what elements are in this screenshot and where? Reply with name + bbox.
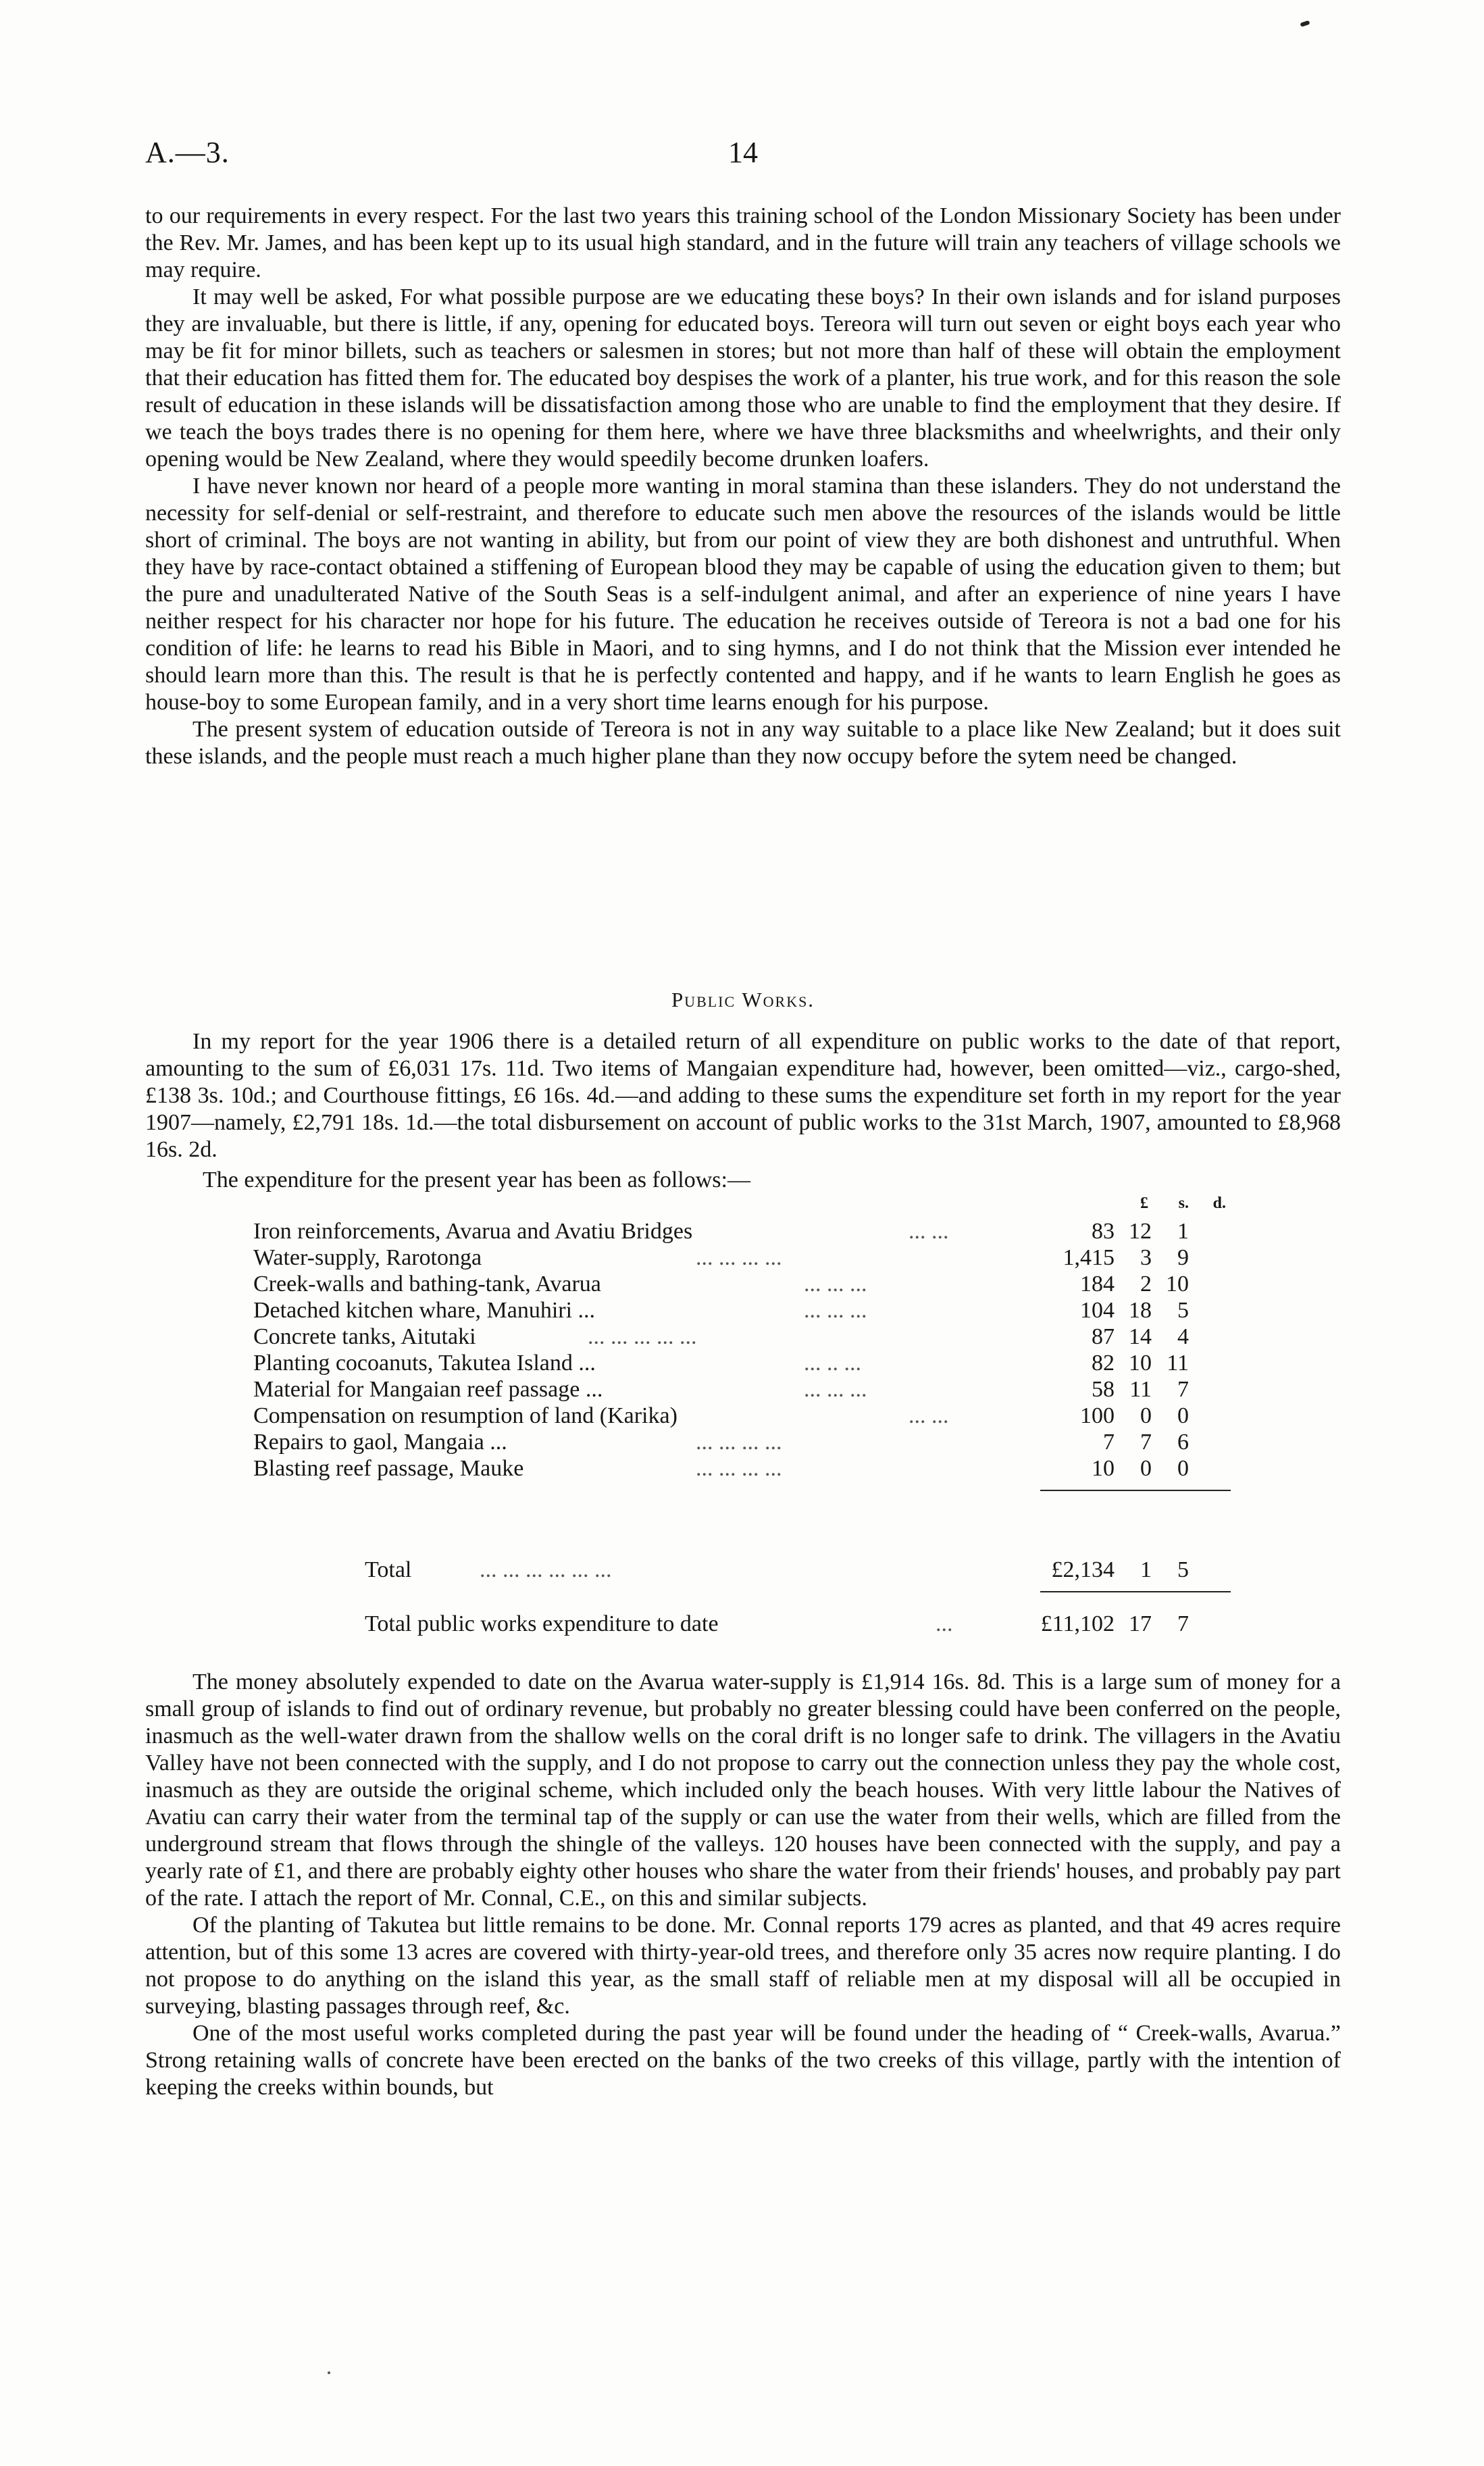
item-pence: 6 — [1177, 1430, 1189, 1455]
scan-mark — [1300, 20, 1310, 27]
total-label: Total — [365, 1557, 412, 1582]
table-row — [253, 1351, 1239, 1377]
total-row — [253, 1557, 1239, 1584]
intro-text — [145, 203, 1341, 770]
item-pence: 5 — [1177, 1298, 1189, 1323]
column-headers — [1040, 1194, 1229, 1216]
table-row — [253, 1324, 1239, 1351]
closing-text — [145, 1669, 1341, 2101]
scan-dot — [328, 2371, 330, 2374]
item-label: Water-supply, Rarotonga — [253, 1245, 482, 1270]
item-pounds: 7 — [1103, 1430, 1115, 1455]
leader-dots: ... ... ... — [804, 1298, 867, 1323]
table-row — [253, 1403, 1239, 1430]
paragraph: In my report for the year 1906 there is a detailed return of all expenditure on public works to the date of that report, amounting to the sum of £6,031 17s. 11d. Two items of Mangaian expenditure had, however, been omitted—viz., cargo-shed, £138 3s. 10d.; and Courthouse fittings, £6 16s. 4d.—and adding to these sums the expenditure set forth in my report for the year 1907—namely, £2,791 18s. 1d.—the total disbursement on account of public works to the 31st March, 1907, amounted to £8,968 16s. 2d. — [145, 1029, 1341, 1162]
table-row — [253, 1456, 1239, 1482]
table-row — [253, 1377, 1239, 1403]
leader-dots: ... — [936, 1611, 953, 1636]
leader-dots: ... ... ... ... — [696, 1456, 782, 1481]
item-pounds: 87 — [1092, 1324, 1115, 1349]
expenditure-table — [253, 1219, 1239, 1482]
total-shillings: 1 — [1140, 1557, 1152, 1582]
item-shillings: 3 — [1140, 1245, 1152, 1270]
table-row — [253, 1245, 1239, 1272]
item-label: Compensation on resumption of land (Karika) — [253, 1403, 677, 1428]
item-pence: 9 — [1177, 1245, 1189, 1270]
item-pence: 7 — [1177, 1377, 1189, 1402]
table-row — [253, 1272, 1239, 1298]
table-intro: The expenditure for the present year has been as follows:— — [203, 1167, 750, 1192]
table-row — [253, 1298, 1239, 1324]
item-pounds: 58 — [1092, 1377, 1115, 1402]
item-label: Creek-walls and bathing-tank, Avarua — [253, 1272, 601, 1297]
grand-total-shillings: 17 — [1129, 1611, 1152, 1636]
item-pounds: 100 — [1080, 1403, 1115, 1428]
item-pence: 11 — [1167, 1351, 1189, 1376]
total-pounds: £2,134 — [1051, 1557, 1115, 1582]
public-works-text — [145, 1028, 1341, 1163]
item-shillings: 11 — [1129, 1377, 1152, 1402]
leader-dots: ... ... — [909, 1219, 949, 1244]
page-header — [145, 135, 1341, 176]
item-pounds: 83 — [1092, 1219, 1115, 1244]
page-number: 14 — [728, 136, 758, 169]
paragraph: Of the planting of Takutea but little remains to be done. Mr. Connal reports 179 acres as planted, and that 49 acres require attention, but of this some 13 acres are covered with thirty-year-old trees, and therefore only 35 acres now require planting. I do not propose to do anything on the island this year, as the small staff of reliable men at my disposal will all be occupied in surveying, blasting passages through reef, &c. — [145, 1913, 1341, 2019]
grand-total-pence: 7 — [1177, 1611, 1189, 1636]
table-row — [253, 1219, 1239, 1245]
shillings-column-header: s. — [1178, 1194, 1189, 1212]
item-label: Detached kitchen whare, Manuhiri ... — [253, 1298, 596, 1323]
leader-dots: ... ... — [909, 1403, 949, 1428]
paragraph: The money absolutely expended to date on the Avarua water-supply is £1,914 16s. 8d. This is a large sum of money for a small group of islands to find out of ordinary revenue, but probably no greater blessing could have been conferred on the people, inasmuch as the well-water drawn from the shallow wells on the coral drift is no longer safe to drink. The villagers in the Avatiu Valley have not been connected with the supply, and I do not propose to carry out the connection unless they pay the whole cost, inasmuch as they are outside the original scheme, which included only the beach houses. With very little labour the Natives of Avatiu can carry their water from the terminal tap of the supply or can use the water from their wells, which are filled from the underground stream that flows through the shingle of the valleys. 120 houses have been connected with the supply, and pay a yearly rate of £1, and there are probably eighty other houses who share the water from their friends' houses, and probably pay part of the rate. I attach the report of Mr. Connal, C.E., on this and similar subjects. — [145, 1669, 1341, 1911]
item-label: Planting cocoanuts, Takutea Island ... — [253, 1351, 596, 1376]
item-shillings: 7 — [1140, 1430, 1152, 1455]
item-shillings: 12 — [1129, 1219, 1152, 1244]
report-reference: A.—3. — [145, 136, 230, 169]
grand-total-pounds: £11,102 — [1040, 1611, 1115, 1636]
item-pounds: 82 — [1092, 1351, 1115, 1376]
subtotal-rule — [1040, 1490, 1231, 1491]
item-pence: 0 — [1177, 1456, 1189, 1481]
paragraph: I have never known nor heard of a people more wanting in moral stamina than these islanders. They do not understand the necessity for self-denial or self-restraint, and therefore to educate such men above the resources of the islands would be little short of criminal. The boys are not wanting in ability, but from our point of view they are both dishonest and untruthful. When they have by race-contact obtained a stiffening of European blood they may be capable of using the education given to them; but the pure and unadulterated Native of the South Seas is a self-indulgent animal, and after an experience of nine years I have neither respect for his character nor hope for his future. The education he receives outside of Tereora is not a bad one for his condition of life: he learns to read his Bible in Maori, and to sing hymns, and I do not think that the Mission ever intended he should learn more than this. The result is that he is perfectly contented and happy, and if he wants to learn English he goes as house-boy to some European family, and in a very short time learns enough for his purpose. — [145, 474, 1341, 715]
item-shillings: 10 — [1129, 1351, 1152, 1376]
total-pence: 5 — [1177, 1557, 1189, 1582]
paragraph: One of the most useful works completed during the past year will be found under the heading of “ Creek-walls, Avarua.” Strong retaining walls of concrete have been erected on the banks of the two creeks of this village, partly with the intention of keeping the creeks within bounds, but — [145, 2021, 1341, 2100]
leader-dots: ... ... ... — [804, 1272, 867, 1297]
item-pounds: 184 — [1080, 1272, 1115, 1297]
item-pounds: 1,415 — [1063, 1245, 1115, 1270]
leader-dots: ... ... ... ... — [696, 1245, 782, 1270]
item-label: Concrete tanks, Aitutaki — [253, 1324, 476, 1349]
item-label: Blasting reef passage, Mauke — [253, 1456, 524, 1481]
item-pence: 4 — [1177, 1324, 1189, 1349]
item-pence: 10 — [1166, 1272, 1189, 1297]
item-pence: 1 — [1177, 1219, 1189, 1244]
paragraph: The present system of education outside of Tereora is not in any way suitable to a place like New Zealand; but it does suit these islands, and the people must reach a much higher plane than they now occupy before the sytem need be changed. — [145, 717, 1341, 769]
item-label: Repairs to gaol, Mangaia ... — [253, 1430, 507, 1455]
item-shillings: 14 — [1129, 1324, 1152, 1349]
total-rule — [1040, 1591, 1231, 1592]
paragraph: to our requirements in every respect. For the last two years this training school of the London Missionary Society has been under the Rev. Mr. James, and has been kept up to its usual high standard, and in the future will train any teachers of village schools we may require. — [145, 203, 1341, 282]
pounds-column-header: £ — [1140, 1194, 1148, 1212]
item-label: Material for Mangaian reef passage ... — [253, 1377, 603, 1402]
section-heading: Public Works. — [671, 988, 815, 1011]
grand-total-row — [253, 1611, 1239, 1638]
leader-dots: ... .. ... — [804, 1351, 861, 1376]
item-shillings: 0 — [1140, 1456, 1152, 1481]
grand-total-label: Total public works expenditure to date — [365, 1611, 719, 1636]
item-label: Iron reinforcements, Avarua and Avatiu Bridges — [253, 1219, 693, 1244]
item-shillings: 2 — [1140, 1272, 1152, 1297]
pence-column-header: d. — [1212, 1194, 1226, 1212]
leader-dots: ... ... ... — [804, 1377, 867, 1402]
item-pence: 0 — [1177, 1403, 1189, 1428]
leader-dots: ... ... ... ... — [696, 1430, 782, 1455]
item-pounds: 104 — [1080, 1298, 1115, 1323]
leader-dots: ... ... ... ... ... — [588, 1324, 697, 1349]
paragraph: It may well be asked, For what possible purpose are we educating these boys? In their own islands and for island purposes they are invaluable, but there is little, if any, opening for educated boys. Tereora will turn out seven or eight boys each year who may be fit for minor billets, such as teachers or salesmen in stores; but not more than half of these will obtain the employment that their education has fitted them for. The educated boy despises the work of a planter, his true work, and for this reason the sole result of education in these islands will be dissatisfaction among those who are unable to find the employment that they desire. If we teach the boys trades there is no opening for them here, where we have three blacksmiths and wheelwrights, and their only opening would be New Zealand, where they would speedily become drunken loafers. — [145, 284, 1341, 472]
leader-dots: ... ... ... ... ... ... — [480, 1557, 612, 1582]
item-shillings: 0 — [1140, 1403, 1152, 1428]
item-pounds: 10 — [1092, 1456, 1115, 1481]
table-row — [253, 1430, 1239, 1456]
item-shillings: 18 — [1129, 1298, 1152, 1323]
